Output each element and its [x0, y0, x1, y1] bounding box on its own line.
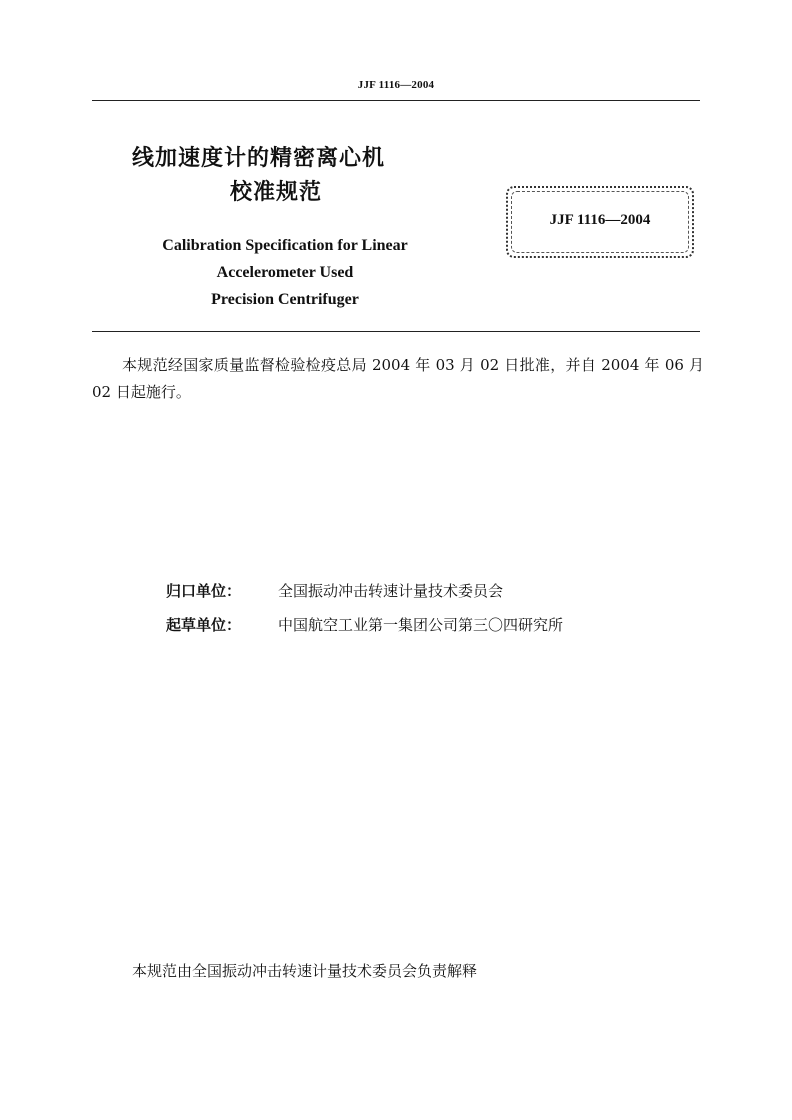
unit-label-centralized: 归口单位：	[166, 582, 242, 600]
chinese-title-line-1: 线加速度计的精密离心机	[132, 146, 386, 171]
unit-label-drafting: 起草单位：	[166, 616, 242, 634]
english-title	[120, 232, 450, 313]
header-standard-code: JJF 1116—2004	[357, 79, 435, 91]
english-title-line-2: Accelerometer Used	[216, 264, 354, 281]
unit-row-drafting	[166, 608, 686, 642]
approval-statement: 本规范经国家质量监督检验检疫总局 2004 年 03 月 02 日批准，并自 2004 年 06 月 02 日起施行。	[92, 356, 704, 401]
chinese-title-line-2: 校准规范	[230, 180, 323, 205]
standard-code-box	[506, 186, 694, 258]
unit-row-centralized	[166, 574, 686, 608]
chinese-title	[132, 142, 452, 210]
english-title-line-3: Precision Centrifuger	[211, 291, 359, 308]
responsible-units	[166, 574, 686, 642]
standard-code-box-text: JJF 1116—2004	[549, 212, 651, 228]
unit-value-drafting: 中国航空工业第一集团公司第三〇四研究所	[278, 616, 564, 634]
middle-divider	[92, 331, 700, 332]
top-divider	[92, 100, 700, 101]
unit-value-centralized: 全国振动冲击转速计量技术委员会	[278, 582, 504, 600]
english-title-line-1: Calibration Specification for Linear	[162, 237, 408, 254]
interpretation-note: 本规范由全国振动冲击转速计量技术委员会负责解释	[132, 962, 478, 980]
